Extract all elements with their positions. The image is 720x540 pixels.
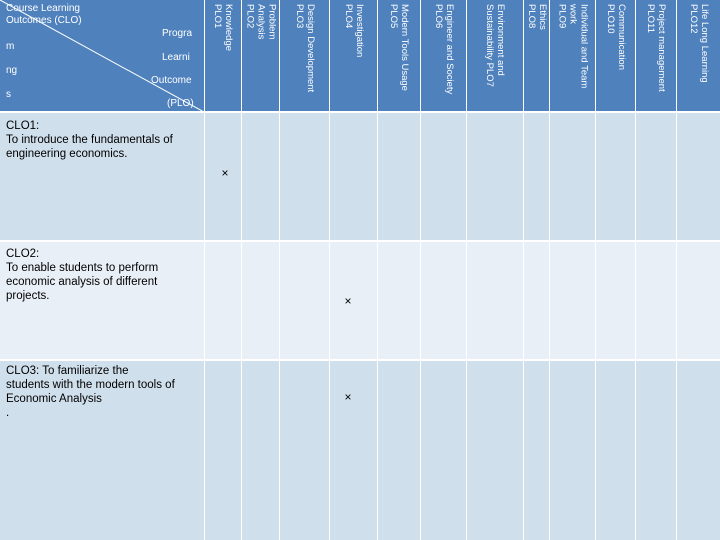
plo-10-code: PLO10 <box>604 4 616 34</box>
plo-7-code: Sustainability PLO7 <box>484 4 495 87</box>
plo-5-code: PLO5 <box>388 4 399 29</box>
clo-3-label: CLO3: To familiarize the <box>6 365 129 377</box>
corner-text-line-2: Outcomes (CLO) <box>6 15 82 26</box>
clo-1-cell <box>6 119 202 161</box>
clo-2-description: To enable students to perform economic analysis of different projects. <box>6 262 159 302</box>
plo-9-name: Individual and Team <box>578 4 589 89</box>
plo-12-name: Life Long Learning <box>698 4 710 83</box>
plo-header-9 <box>550 0 595 112</box>
plo-header-1 <box>205 0 241 112</box>
clo-3-description: students with the modern tools of Economic Analysis <box>6 379 175 405</box>
clo-2-cell <box>6 247 202 303</box>
clo-2-label: CLO2: <box>6 248 40 260</box>
mapping-mark-clo1: × <box>221 166 229 180</box>
corner-text-line-4: ng <box>6 65 18 76</box>
plo-11-code: PLO11 <box>645 4 656 33</box>
plo-9-code: PLO9 <box>556 4 567 29</box>
plo-header-7 <box>467 0 523 112</box>
plo-header-2 <box>242 0 279 112</box>
plo-5-name: Modern Tools Usage <box>399 4 410 91</box>
mapping-mark-clo3: × <box>344 390 352 404</box>
plo-2-name: Problem <box>266 4 277 40</box>
plo-4-code: PLO4 <box>342 4 354 29</box>
plo-header-6 <box>421 0 466 112</box>
plo-11-name: Project management <box>656 4 667 92</box>
plo-9-name-2: work <box>567 4 578 25</box>
plo-6-code: PLO6 <box>432 4 444 29</box>
plo-1-name: Knowledge <box>223 4 234 52</box>
corner-right-line-4: (PLO) <box>167 98 194 109</box>
plo-header-5 <box>378 0 420 112</box>
corner-text-line-5: s <box>6 89 11 100</box>
plo-4-name: Investigation <box>353 4 365 58</box>
corner-right-line-3: Outcome <box>151 75 192 86</box>
plo-1-code: PLO1 <box>212 4 223 29</box>
plo-header-8 <box>524 0 549 112</box>
mapping-mark-clo2: × <box>344 294 352 308</box>
plo-2-code: PLO2 <box>244 4 255 29</box>
plo-header-12 <box>677 0 720 112</box>
plo-12-code: PLO12 <box>687 4 699 34</box>
plo-8-code: PLO8 <box>525 4 537 29</box>
clo-3-extra: . <box>6 407 10 419</box>
plo-header-4 <box>330 0 377 112</box>
corner-header <box>0 0 204 112</box>
clo-3-cell <box>6 364 192 420</box>
plo-3-name: Design Development <box>304 4 316 93</box>
plo-3-code: PLO3 <box>293 4 305 29</box>
plo-6-name: Engineer and Society <box>443 4 455 95</box>
plo-header-3 <box>280 0 329 112</box>
plo-8-name: Ethics <box>536 4 548 30</box>
corner-right-line-2: Learni <box>162 52 190 63</box>
clo-1-description: To introduce the fundamentals of engineering economics. <box>6 134 173 160</box>
plo-header-10 <box>596 0 635 112</box>
clo-1-label: CLO1: <box>6 120 40 132</box>
plo-10-name: Communication <box>615 4 627 70</box>
plo-2-name-2: Analysis <box>255 4 266 40</box>
corner-right-line-1: Progra <box>162 28 193 39</box>
plo-header-11 <box>636 0 676 112</box>
corner-text-line-1: Course Learning <box>6 3 80 14</box>
corner-text-line-3: m <box>6 41 15 52</box>
plo-7-name: Environment and <box>495 4 506 76</box>
